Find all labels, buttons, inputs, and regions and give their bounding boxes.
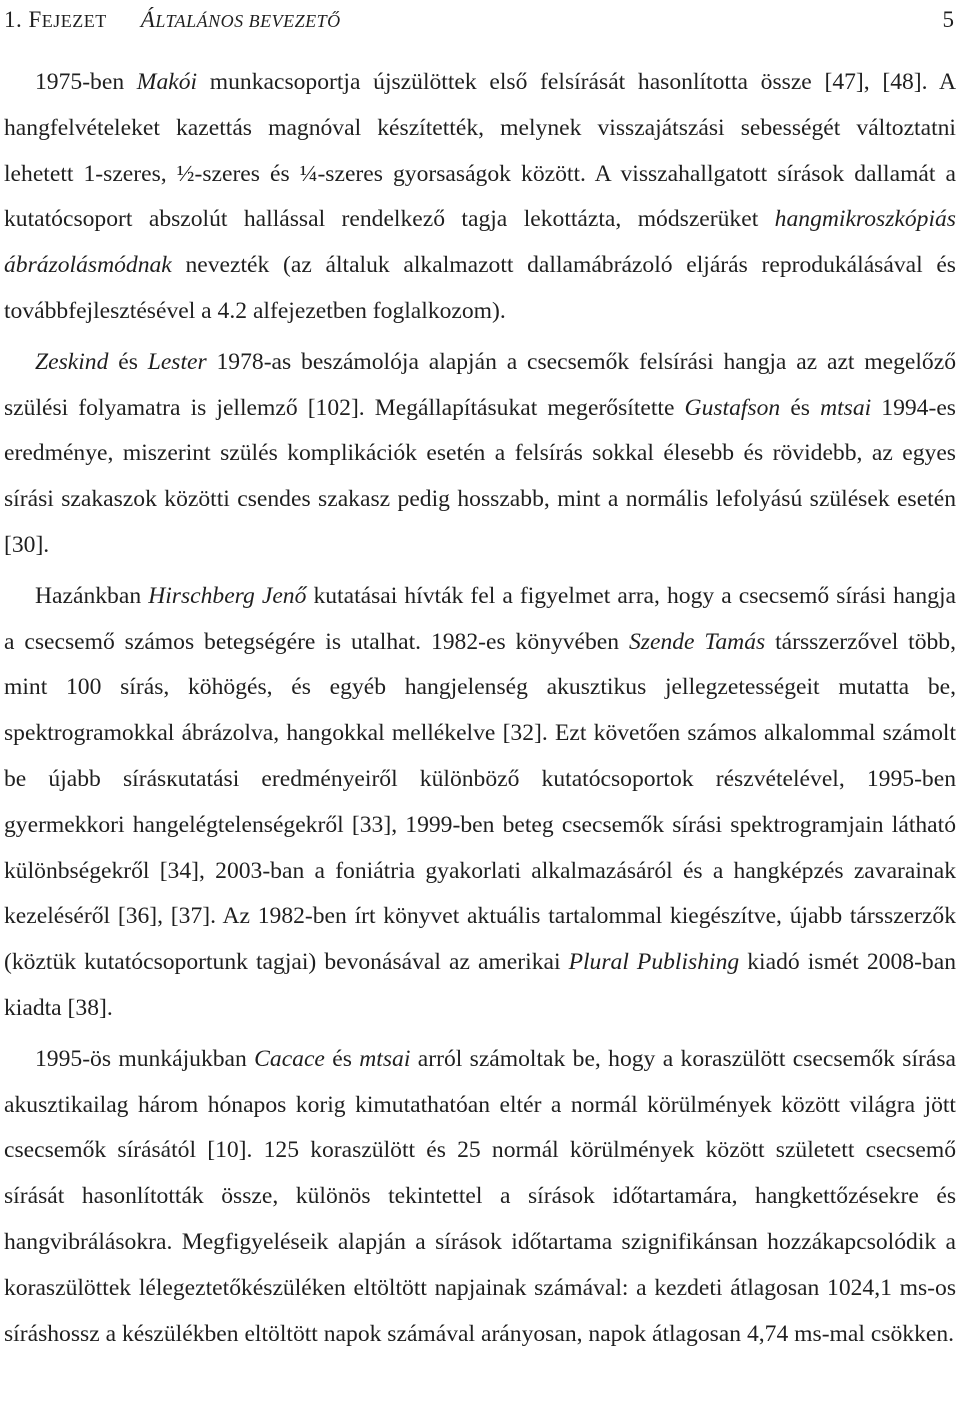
- chapter-title-initial: Á: [140, 7, 156, 32]
- text-run: Hazánkban: [35, 582, 149, 609]
- italic-text: Gustafson: [684, 394, 781, 421]
- running-head: [4, 0, 956, 40]
- text-run: 1975-ben: [35, 69, 137, 95]
- text-run: és: [108, 348, 148, 375]
- italic-text: Hirschberg Jenő: [148, 582, 307, 609]
- text-run: 1995-ös munkájukban: [35, 1045, 255, 1072]
- text-run: és: [324, 1045, 360, 1072]
- text-run: munkacsoportja újszülöttek első felsírását hasonlította össze [47], [48]. A hangfelvételeket kazettás magnóval készítették, melynek visszajátszási sebességét változtatni lehetett 1-szeres, ½-szeres és ¼-szeres gyorsaságok között. A visszahallgatott sírások dallamát a kutatócsoport abszolút hallással rendelkező tagja lekottázta, módszerüket: [4, 69, 956, 233]
- paragraph: [4, 1037, 956, 1358]
- paragraph: [4, 574, 956, 1032]
- chapter-heading: [4, 0, 341, 41]
- text-run: kiadó ismét 2008-ban kiadta [38].: [4, 949, 956, 1021]
- text-run: kutatásai hívták fel a figyelmet arra, hogy a csecsemő sírási hangja a csecsemő számos betegségére is utalhat. 1982-es könyvében: [4, 582, 956, 655]
- paragraph: [4, 340, 956, 569]
- chapter-label-initial: F: [28, 7, 42, 32]
- italic-text: Makói: [136, 69, 198, 95]
- chapter-label-rest: EJEZET: [41, 11, 107, 31]
- text-run: 1994-es eredménye, miszerint szülés komplikációk esetén a felsírás sokkal élesebb és rövidebb, az egyes sírási szakaszok közötti csendes szakasz pedig hosszabb, mint a normális lefolyású szülések esetén [30].: [4, 394, 956, 558]
- page-number: 5: [942, 7, 954, 32]
- chapter-label: [4, 7, 107, 32]
- text-run: társszerzővel több, mint 100 sírás, köhögés, és egyéb hangjelenség akusztikus jellegzetességeit mutatta be, spektrogramokkal ábrázolva, hangokkal mellékelve [32]. Ezt követően számos alkalommal számolt be újabb sírásкutatási eredményeiről különböző kutatócsoportok részvételével, 1995-ben gyermekkori hangelégtelenségekről [33], 1999-ben beteg csecsemők sírási spektrogramjain látható különbségekről [34], 2003-ban a foniátria gyakorlati alkalmazásáról és a hangképzés zavarainak kezeléséről [36], [37]. Az 1982-ben írt könyvet aktuális tartalommal kiegészítve, újabb társszerzők (köztük kutatócsoportunk tagjai) bevonásával az amerikai: [4, 628, 957, 976]
- italic-text: Cacace: [254, 1045, 325, 1072]
- italic-text: mtsai: [359, 1045, 411, 1072]
- italic-text: Zeskind: [35, 348, 109, 375]
- body-text: [4, 60, 956, 1357]
- italic-text: Szende Tamás: [629, 628, 766, 655]
- italic-text: mtsai: [820, 394, 872, 421]
- paragraph: [4, 60, 956, 335]
- italic-text: Plural Publishing: [568, 949, 740, 976]
- italic-text: hangmikroszkópiás ábrázolásmódnak: [4, 206, 956, 279]
- chapter-number: 1.: [4, 7, 23, 32]
- text-run: nevezték (az általuk alkalmazott dallamábrázoló eljárás reprodukálásával és továbbfejlesztésével a 4.2 alfejezetben foglalkozom).: [4, 252, 956, 324]
- text-run: arról számoltak be, hogy a koraszülött csecsemők sírása akusztikailag három hónapos korig kimutathatóan eltér a normál körülmények között világra jött csecsemők sírásától [10]. 125 koraszülött és 25 normál körülmények között született csecsemő sírását hasonlították össze, különös tekintettel a sírások időtartamára, hangkettőzésekre és hangvibrálásokra. Megfigyeléseik alapján a sírások időtartama szignifikánsan hozzákapcsolódik a koraszülöttek lélegeztetőkészüléken eltöltött napjainak számával: a kezdeti átlagosan 1024,1 ms-os síráshossz a készülékben eltöltött napok számával arányosan, napok átlagosan 4,74 ms-mal csökken.: [4, 1045, 956, 1347]
- chapter-title: [141, 7, 341, 32]
- text-run: 1978-as beszámolója alapján a csecsemők felsírási hangja az azt megelőző szülési folyamatra is jellemző [102]. Megállapításukat megerősítette: [4, 348, 956, 421]
- italic-text: Lester: [147, 348, 207, 375]
- chapter-title-rest: LTALÁNOS BEVEZETŐ: [155, 11, 341, 31]
- text-run: és: [780, 394, 821, 421]
